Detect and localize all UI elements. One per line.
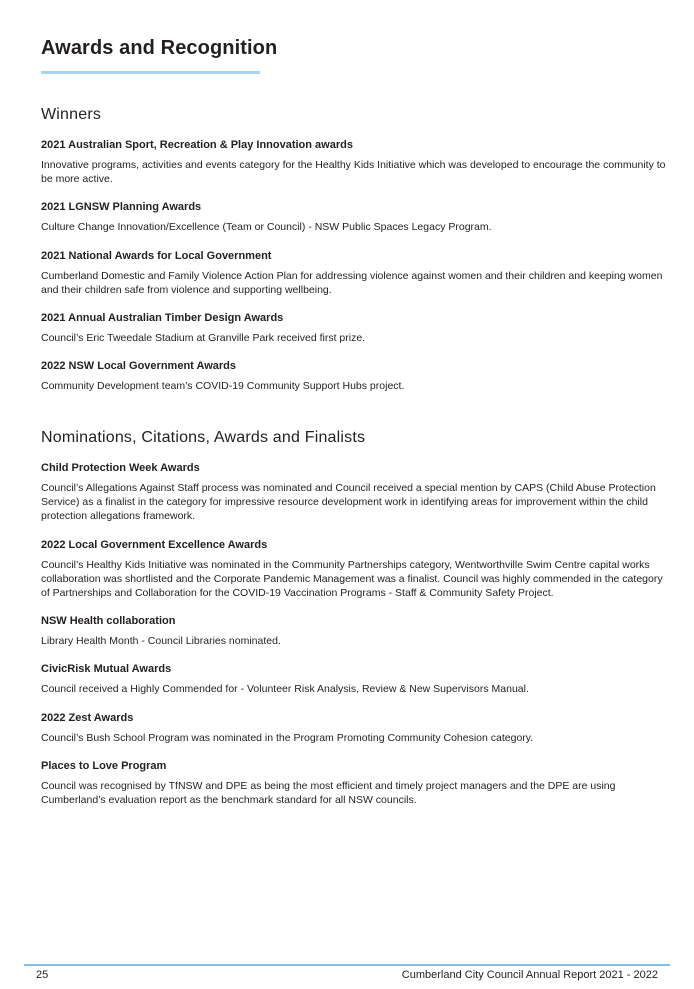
page-number: 25	[36, 969, 49, 981]
award-entry	[41, 138, 666, 186]
nomination-entry	[41, 538, 666, 601]
award-title: 2021 Australian Sport, Recreation & Play Innovation awards	[41, 139, 353, 151]
nomination-title: CivicRisk Mutual Awards	[41, 663, 172, 676]
nomination-description: Council was recognised by TfNSW and DPE as being the most efficient and timely project managers and the DPE are using Cumberland’s evaluation report as the benchmark standard for all NSW councils.	[41, 779, 616, 807]
nomination-title: 2022 Local Government Excellence Awards	[41, 538, 268, 551]
nominations-heading: Nominations, Citations, Awards and Finalists	[41, 429, 366, 446]
award-description: Community Development team’s COVID-19 Community Support Hubs project.	[41, 380, 405, 393]
award-entry	[41, 311, 666, 345]
nomination-description: Council’s Bush School Program was nominated in the Program Promoting Community Cohesion category.	[41, 731, 534, 744]
nomination-entry	[41, 461, 666, 524]
award-title: 2022 NSW Local Government Awards	[41, 360, 237, 373]
award-description: Innovative programs, activities and events category for the Healthy Kids Initiative which was developed to encourage the community to be more active.	[41, 159, 666, 186]
nomination-entry	[41, 614, 666, 648]
award-entry	[41, 359, 666, 393]
winners-section	[41, 106, 666, 393]
nomination-description: Library Health Month - Council Libraries nominated.	[41, 635, 281, 648]
award-description: Cumberland Domestic and Family Violence Action Plan for addressing violence against women and their children and keeping women and their children safe from violence and supporting wellbeing.	[41, 269, 663, 296]
award-title: 2021 National Awards for Local Government	[41, 249, 272, 262]
award-title: 2021 Annual Australian Timber Design Awards	[41, 312, 284, 325]
nomination-entry	[41, 711, 666, 745]
award-description: Council’s Eric Tweedale Stadium at Granville Park received first prize.	[41, 332, 366, 345]
nomination-title: Child Protection Week Awards	[41, 462, 200, 474]
page-title: Awards and Recognition	[41, 37, 278, 59]
nomination-description: Council’s Allegations Against Staff process was nominated and Council received a special mention by CAPS (Child Abuse Protection Service) as a finalist in the category for impressive resource development work in identifying areas for improvement within the child protection allegations framework.	[41, 482, 656, 523]
nomination-description: Council’s Healthy Kids Initiative was nominated in the Community Partnerships category, Wentworthville Swim Centre capital works collaboration was shortlisted and the Corporate Pandemic Management was a finalist. Council was highly commended in the category of Partnerships and Collaboration for the COVID-19 Vaccination Programs - Staff & Community Safety Project.	[41, 558, 663, 600]
nominations-section	[41, 429, 666, 807]
footer-divider	[24, 964, 670, 966]
nomination-title: Places to Love Program	[41, 759, 167, 772]
nomination-entry	[41, 759, 666, 807]
winners-heading: Winners	[41, 106, 102, 123]
nomination-description: Council received a Highly Commended for - Volunteer Risk Analysis, Review & New Supervisors Manual.	[41, 683, 529, 696]
nomination-title: NSW Health collaboration	[41, 615, 176, 628]
award-entry	[41, 249, 666, 297]
award-entry	[41, 200, 666, 234]
nomination-title: 2022 Zest Awards	[41, 711, 134, 724]
nomination-entry	[41, 662, 666, 696]
award-title: 2021 LGNSW Planning Awards	[41, 201, 202, 214]
award-description: Culture Change Innovation/Excellence (Team or Council) - NSW Public Spaces Legacy Program.	[41, 221, 492, 234]
report-title: Cumberland City Council Annual Report 2021 - 2022	[401, 969, 658, 981]
title-underline	[41, 71, 260, 74]
